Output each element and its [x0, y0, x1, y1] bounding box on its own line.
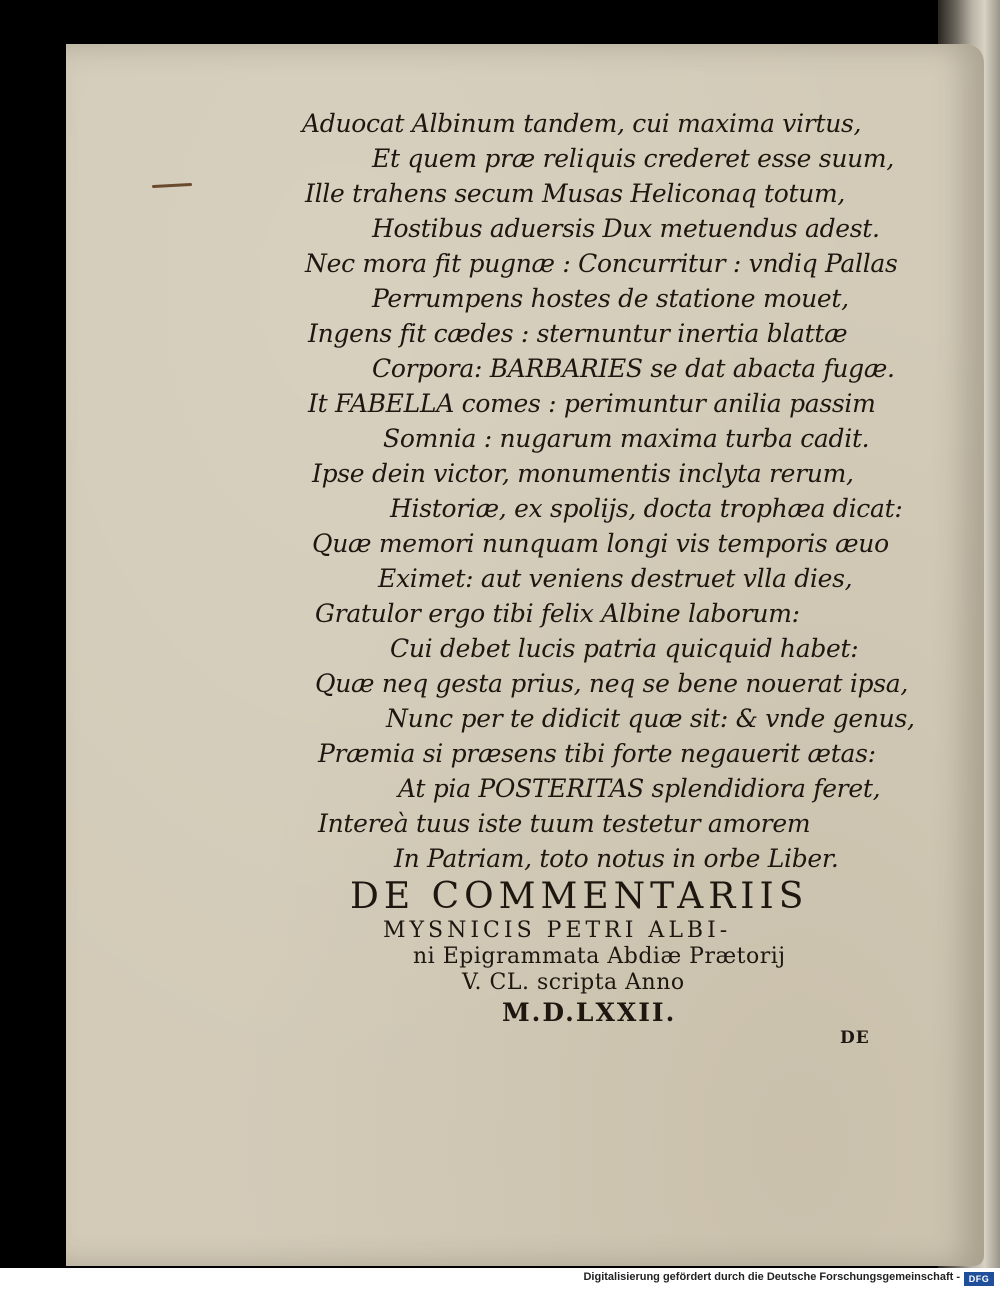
poem-line: Somnia : nugarum maxima turba cadit. [383, 424, 870, 453]
heading-line: MYSNICIS PETRI ALBI- [383, 918, 732, 943]
poem-line: Intereà tuus iste tuum testetur amorem [318, 809, 811, 838]
dfg-logo: DFG [964, 1272, 994, 1286]
poem-line: Ille trahens secum Musas Heliconaq totum, [305, 179, 846, 208]
poem-line: Eximet: aut veniens destruet vlla dies, [378, 564, 853, 593]
heading-year: M.D.LXXII. [502, 998, 677, 1027]
poem-line: Et quem præ reliquis crederet esse suum, [372, 144, 894, 173]
poem-line: Nunc per te didicit quæ sit: & vnde genus, [386, 704, 915, 733]
poem-line: In Patriam, toto notus in orbe Liber. [394, 844, 839, 873]
heading-line: ni Epigrammata Abdiæ Prætorij [413, 944, 786, 969]
poem-line: Nec mora fit pugnæ : Concurritur : vndiq Pallas [305, 249, 898, 278]
heading-line: DE COMMENTARIIS [350, 876, 809, 917]
poem-line: Cui debet lucis patria quicquid habet: [390, 634, 859, 663]
poem-line: Hostibus aduersis Dux metuendus adest. [372, 214, 880, 243]
catchword: DE [840, 1028, 870, 1048]
poem-line: Gratulor ergo tibi felix Albine laborum: [315, 599, 800, 628]
poem-line: At pia POSTERITAS splendidiora feret, [398, 774, 881, 803]
poem-line: Aduocat Albinum tandem, cui maxima virtus, [302, 109, 862, 138]
poem-line: Ipse dein victor, monumentis inclyta rerum, [312, 459, 854, 488]
poem-line: Perrumpens hostes de statione mouet, [372, 284, 849, 313]
poem-line: It FABELLA comes : perimuntur anilia passim [308, 389, 876, 418]
footer-credit: Digitalisierung gefördert durch die Deutsche Forschungsgemeinschaft - [583, 1271, 960, 1283]
poem-line: Præmia si præsens tibi forte negauerit ætas: [318, 739, 876, 768]
poem-line: Ingens fit cædes : sternuntur inertia blattæ [308, 319, 848, 348]
poem-line: Quæ neq gesta prius, neq se bene nouerat ipsa, [315, 669, 909, 698]
poem-line: Quæ memori nunquam longi vis temporis æuo [312, 529, 889, 558]
digitization-footer [0, 1268, 1000, 1290]
poem-line: Historiæ, ex spolijs, docta trophæa dicat: [390, 494, 903, 523]
heading-line: V. CL. scripta Anno [462, 970, 685, 995]
poem-line: Corpora: BARBARIES se dat abacta fugæ. [372, 354, 895, 383]
